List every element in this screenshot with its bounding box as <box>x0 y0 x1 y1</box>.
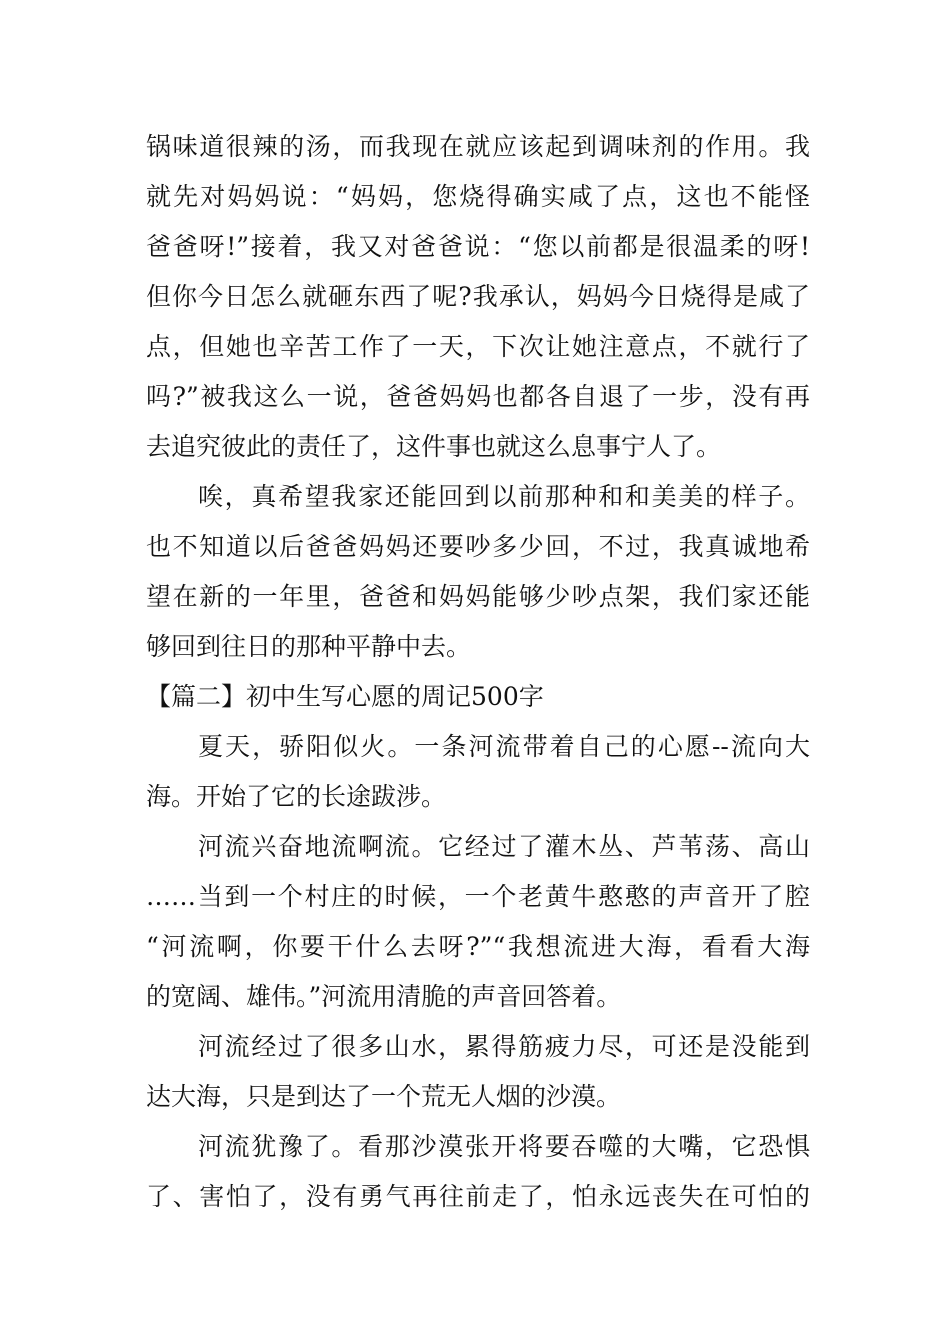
paragraph-2 <box>146 472 810 672</box>
text-line: 望在新的一年里，爸爸和妈妈能够少吵点架，我们家还能 <box>146 582 810 611</box>
text-line: 够回到往日的那种平静中去。 <box>146 632 472 661</box>
text-line: 点，但她也辛苦工作了一天，下次让她注意点，不就行了 <box>146 332 810 361</box>
text-line: ……当到一个村庄的时候，一个老黄牛憨憨的声音开了腔 <box>146 882 810 911</box>
text-line: “河流啊，你要干什么去呀?”“我想流进大海，看看大海 <box>146 932 810 961</box>
text-line: 锅味道很辣的汤，而我现在就应该起到调味剂的作用。我 <box>146 132 810 161</box>
text-line: 夏天，骄阳似火。一条河流带着自己的心愿--流向大 <box>198 732 810 761</box>
paragraph-6 <box>146 1122 810 1222</box>
paragraph-1 <box>146 122 810 472</box>
text-line: 爸爸呀!”接着，我又对爸爸说：“您以前都是很温柔的呀! <box>146 232 810 261</box>
text-line: 河流经过了很多山水，累得筋疲力尽，可还是没能到 <box>198 1032 810 1061</box>
text-line: 海。开始了它的长途跋涉。 <box>146 782 447 811</box>
paragraph-5 <box>146 1022 810 1122</box>
text-line: 了、害怕了，没有勇气再往前走了，怕永远丧失在可怕的 <box>146 1182 810 1211</box>
text-line: 就先对妈妈说：“妈妈，您烧得确实咸了点，这也不能怪 <box>146 182 810 211</box>
paragraph-3 <box>146 722 810 822</box>
text-line: 但你今日怎么就砸东西了呢?我承认，妈妈今日烧得是咸了 <box>146 282 810 311</box>
paragraph-4 <box>146 822 810 1022</box>
text-line: 河流犹豫了。看那沙漠张开将要吞噬的大嘴，它恐惧 <box>198 1132 810 1161</box>
text-line: 吗?”被我这么一说，爸爸妈妈也都各自退了一步，没有再 <box>146 382 810 411</box>
heading-line: 【篇二】初中生写心愿的周记500字 <box>146 682 544 711</box>
text-line: 也不知道以后爸爸妈妈还要吵多少回，不过，我真诚地希 <box>146 532 810 561</box>
document-page <box>146 122 810 1222</box>
text-line: 唉，真希望我家还能回到以前那种和和美美的样子。 <box>198 482 810 511</box>
text-line: 达大海，只是到达了一个荒无人烟的沙漠。 <box>146 1082 622 1111</box>
text-line: 河流兴奋地流啊流。它经过了灌木丛、芦苇荡、高山 <box>198 832 810 861</box>
section-heading <box>146 672 810 722</box>
text-line: 去追究彼此的责任了，这件事也就这么息事宁人了。 <box>146 432 722 461</box>
text-line: 的宽阔、雄伟。”河流用清脆的声音回答着。 <box>146 982 622 1011</box>
